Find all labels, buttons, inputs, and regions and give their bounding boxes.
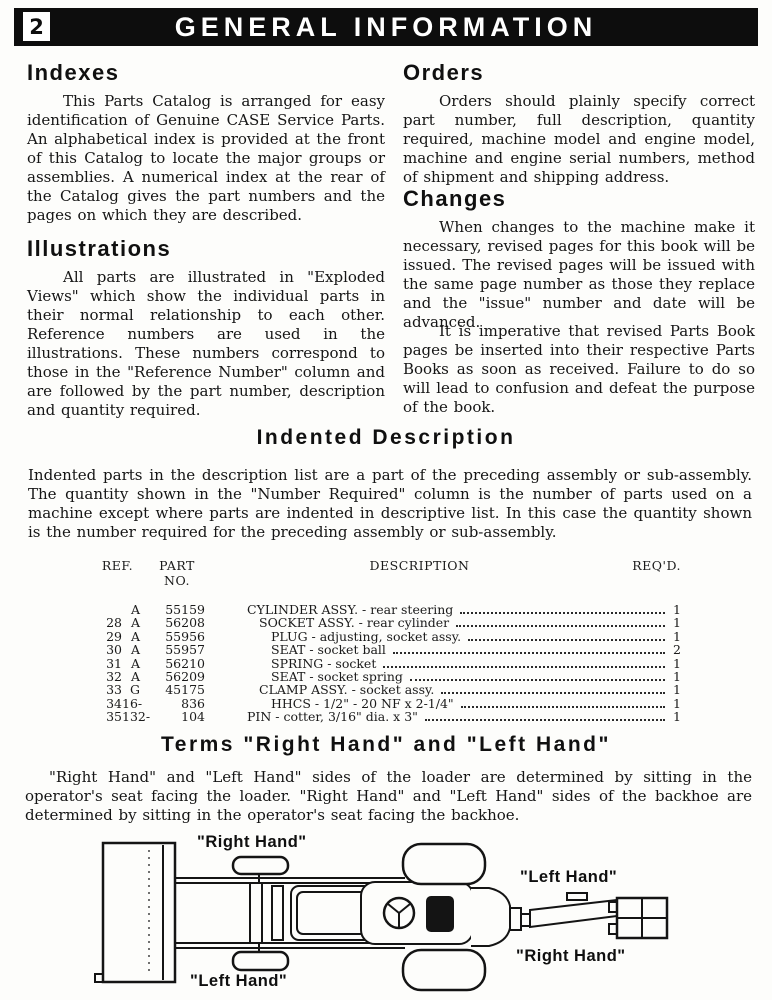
paragraph-indexes: This Parts Catalog is arranged for easy identification of Genuine CASE Service Parts. An alphabetical index is provided at the front of this Catalog to locate the major groups or assemblies. A numerical index at the rear of the Catalog gives the part numbers and the pages on which they are described. bbox=[27, 92, 385, 224]
diagram-label-left-hand-backhoe: "Left Hand" bbox=[520, 868, 618, 886]
description-cell: SEAT - socket ball bbox=[271, 642, 386, 658]
description-cell: CLAMP ASSY. - socket assy. bbox=[259, 682, 435, 698]
part-number-cell: 56208 bbox=[165, 615, 205, 631]
part-number-cell: 55956 bbox=[165, 628, 205, 644]
heading-changes: Changes bbox=[403, 186, 507, 211]
table-row bbox=[95, 683, 681, 696]
description-cell: PIN - cotter, 3/16" dia. x 3" bbox=[247, 709, 418, 725]
description-cell: HHCS - 1/2" - 20 NF x 2-1/4" bbox=[271, 695, 454, 711]
diagram-label-right-hand-backhoe: "Right Hand" bbox=[516, 947, 626, 965]
dot-leader bbox=[393, 643, 665, 654]
ref-cell: 29 bbox=[106, 628, 122, 644]
ref-cell: 35 bbox=[106, 709, 122, 725]
parts-table bbox=[95, 558, 681, 724]
part-prefix-cell: A bbox=[130, 668, 140, 684]
part-number-cell: 104 bbox=[181, 709, 205, 725]
part-prefix-cell: A bbox=[130, 628, 140, 644]
ref-cell: 30 bbox=[106, 642, 122, 658]
diagram-label-left-hand-loader: "Left Hand" bbox=[190, 972, 288, 990]
qty-cell: 1 bbox=[673, 628, 681, 644]
part-number-cell: 45175 bbox=[165, 682, 205, 698]
paragraph-orders: Orders should plainly specify correct part number, full description, quantity required, machine model and engine model, machine and engine serial numbers, method of shipment and shipping address. bbox=[403, 92, 755, 186]
description-cell: SEAT - socket spring bbox=[271, 668, 403, 684]
dot-leader bbox=[460, 603, 665, 614]
dot-leader bbox=[425, 710, 665, 721]
dot-leader bbox=[456, 616, 665, 627]
description-cell: SOCKET ASSY. - rear cylinder bbox=[259, 615, 450, 631]
dot-leader bbox=[410, 670, 665, 681]
dot-leader bbox=[383, 657, 665, 668]
ref-cell: 31 bbox=[106, 655, 122, 671]
qty-cell: 1 bbox=[673, 615, 681, 631]
header-reqd: REQ'D. bbox=[632, 558, 681, 573]
diagram-label-right-hand-loader: "Right Hand" bbox=[197, 833, 307, 851]
qty-cell: 1 bbox=[673, 602, 681, 617]
qty-cell: 2 bbox=[673, 642, 681, 658]
page-title: GENERAL INFORMATION bbox=[174, 11, 598, 42]
table-row bbox=[95, 697, 681, 710]
part-number-cell: 56209 bbox=[165, 668, 205, 684]
description-cell: PLUG - adjusting, socket assy. bbox=[271, 628, 462, 644]
paragraph-changes-1: When changes to the machine make it necessary, revised pages for this book will be issued. The revised pages will be issued with the same page number as those they replace and the "issue" number and date will be advanced. bbox=[403, 218, 755, 331]
ref-cell: 32 bbox=[106, 668, 122, 684]
table-row bbox=[95, 630, 681, 643]
qty-cell: 1 bbox=[673, 668, 681, 684]
parts-table-header bbox=[95, 558, 681, 588]
ref-cell: 33 bbox=[106, 682, 122, 698]
table-row bbox=[95, 710, 681, 723]
tractor-loader-backhoe-drawing bbox=[75, 828, 695, 1000]
description-cell: SPRING - socket bbox=[271, 655, 377, 671]
paragraph-illustrations: All parts are illustrated in "Exploded Views" which show the individual parts in their normal relationship to each other. Reference numbers are used in the illustrations. These numbers correspond to those in the "Reference Number" column and are followed by the part number, description and quantity required. bbox=[27, 268, 385, 419]
heading-illustrations: Illustrations bbox=[27, 236, 172, 261]
qty-cell: 1 bbox=[673, 695, 681, 711]
heading-indented-description: Indented Description bbox=[256, 426, 516, 449]
ref-cell: 34 bbox=[106, 695, 122, 711]
part-prefix-cell: A bbox=[130, 642, 140, 658]
ref-cell bbox=[95, 603, 122, 616]
ref-cell: 28 bbox=[106, 615, 122, 631]
part-prefix-cell: A bbox=[130, 615, 140, 631]
header-ref: REF. bbox=[101, 558, 134, 573]
page-header-bar bbox=[14, 8, 758, 46]
page-number: 2 bbox=[29, 14, 44, 39]
dot-leader bbox=[441, 683, 665, 694]
part-prefix-cell: A bbox=[130, 655, 140, 671]
qty-cell: 1 bbox=[673, 682, 681, 698]
qty-cell: 1 bbox=[673, 709, 681, 725]
part-prefix-cell: G bbox=[130, 682, 140, 698]
part-number-cell: 836 bbox=[181, 695, 205, 711]
part-prefix-cell: 132- bbox=[122, 709, 151, 725]
table-row bbox=[95, 657, 681, 670]
heading-terms: Terms "Right Hand" and "Left Hand" bbox=[161, 733, 611, 756]
header-description: DESCRIPTION bbox=[369, 558, 470, 573]
part-prefix-cell: A bbox=[130, 602, 140, 617]
part-number-cell: 56210 bbox=[165, 655, 205, 671]
table-row bbox=[95, 643, 681, 656]
heading-orders: Orders bbox=[403, 60, 485, 85]
paragraph-changes-2: It is imperative that revised Parts Book pages be inserted into their respective Parts Books as soon as received. Failure to do so will lead to confusion and defeat the purpose of the book. bbox=[403, 322, 755, 416]
part-number-cell: 55957 bbox=[165, 642, 205, 658]
paragraph-indented-description: Indented parts in the description list are a part of the preceding assembly or sub-assembly. The quantity shown in the "Number Required" column is the number of parts used on a machine except where parts are indented in descriptive list. In this case the quantity shown is the number required for the preceding assembly or sub-assembly. bbox=[28, 466, 752, 541]
page-number-box bbox=[23, 12, 50, 41]
paragraph-terms: "Right Hand" and "Left Hand" sides of the loader are determined by sitting in the operator's seat facing the loader. "Right Hand" and "Left Hand" sides of the backhoe are determined by sitting in the operator's seat facing the backhoe. bbox=[25, 768, 752, 824]
tractor-top-view-figure bbox=[75, 828, 695, 1000]
dot-leader bbox=[461, 697, 665, 708]
description-cell: CYLINDER ASSY. - rear steering bbox=[247, 602, 454, 617]
part-number-cell: 55159 bbox=[165, 602, 205, 617]
table-row bbox=[95, 616, 681, 629]
header-part-no: PART NO. bbox=[159, 558, 195, 588]
qty-cell: 1 bbox=[673, 655, 681, 671]
dot-leader bbox=[468, 630, 665, 641]
heading-indexes: Indexes bbox=[27, 60, 120, 85]
part-prefix-cell: 16- bbox=[122, 695, 143, 711]
table-row bbox=[95, 603, 681, 616]
table-row bbox=[95, 670, 681, 683]
